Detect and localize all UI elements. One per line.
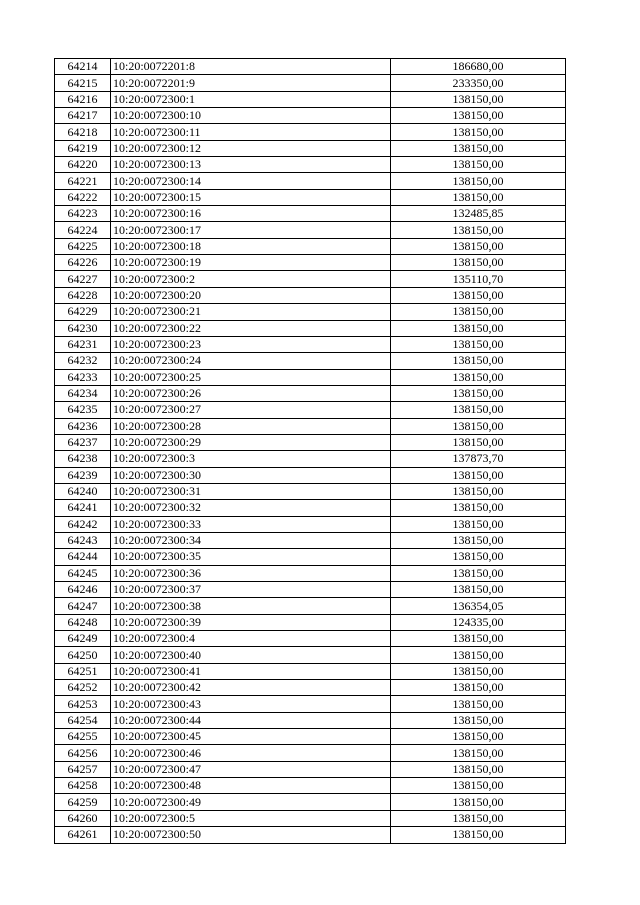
table-row (55, 336, 566, 352)
cadastral-number-cell: 10:20:0072300:35 (111, 549, 391, 565)
cadastral-number-cell: 10:20:0072300:36 (111, 565, 391, 581)
row-number-cell: 64233 (55, 369, 111, 385)
table-row (55, 222, 566, 238)
row-number-cell: 64234 (55, 385, 111, 401)
row-number-cell: 64235 (55, 402, 111, 418)
row-number-cell: 64247 (55, 598, 111, 614)
value-cell: 138150,00 (391, 827, 566, 843)
value-cell: 124335,00 (391, 614, 566, 630)
table-row (55, 680, 566, 696)
table-row (55, 304, 566, 320)
value-cell: 138150,00 (391, 761, 566, 777)
table-row (55, 385, 566, 401)
row-number-cell: 64246 (55, 582, 111, 598)
value-cell: 138150,00 (391, 157, 566, 173)
row-number-cell: 64260 (55, 810, 111, 826)
cadastral-number-cell: 10:20:0072300:28 (111, 418, 391, 434)
cadastral-number-cell: 10:20:0072300:43 (111, 696, 391, 712)
value-cell: 138150,00 (391, 124, 566, 140)
table-row (55, 778, 566, 794)
cadastral-number-cell: 10:20:0072300:45 (111, 729, 391, 745)
value-cell: 138150,00 (391, 467, 566, 483)
cadastral-number-cell: 10:20:0072300:25 (111, 369, 391, 385)
value-cell: 136354,05 (391, 598, 566, 614)
value-cell: 138150,00 (391, 402, 566, 418)
row-number-cell: 64255 (55, 729, 111, 745)
value-cell: 186680,00 (391, 59, 566, 75)
cadastral-number-cell: 10:20:0072300:26 (111, 385, 391, 401)
cadastral-number-cell: 10:20:0072300:47 (111, 761, 391, 777)
value-cell: 138150,00 (391, 287, 566, 303)
table-row (55, 500, 566, 516)
table-row (55, 124, 566, 140)
value-cell: 138150,00 (391, 794, 566, 810)
value-cell: 138150,00 (391, 810, 566, 826)
table-row (55, 712, 566, 728)
row-number-cell: 64237 (55, 434, 111, 450)
value-cell: 138150,00 (391, 696, 566, 712)
cadastral-number-cell: 10:20:0072300:48 (111, 778, 391, 794)
row-number-cell: 64261 (55, 827, 111, 843)
value-cell: 138150,00 (391, 516, 566, 532)
row-number-cell: 64223 (55, 206, 111, 222)
table-row (55, 353, 566, 369)
cadastral-number-cell: 10:20:0072300:16 (111, 206, 391, 222)
row-number-cell: 64242 (55, 516, 111, 532)
value-cell: 138150,00 (391, 582, 566, 598)
row-number-cell: 64249 (55, 631, 111, 647)
table-row (55, 451, 566, 467)
table-row (55, 810, 566, 826)
row-number-cell: 64252 (55, 680, 111, 696)
row-number-cell: 64219 (55, 140, 111, 156)
row-number-cell: 64230 (55, 320, 111, 336)
table-row (55, 140, 566, 156)
row-number-cell: 64236 (55, 418, 111, 434)
row-number-cell: 64226 (55, 255, 111, 271)
row-number-cell: 64225 (55, 238, 111, 254)
cadastral-number-cell: 10:20:0072300:12 (111, 140, 391, 156)
value-cell: 138150,00 (391, 369, 566, 385)
row-number-cell: 64227 (55, 271, 111, 287)
row-number-cell: 64228 (55, 287, 111, 303)
table-row (55, 287, 566, 303)
row-number-cell: 64254 (55, 712, 111, 728)
table-row (55, 173, 566, 189)
value-cell: 132485,85 (391, 206, 566, 222)
row-number-cell: 64250 (55, 647, 111, 663)
row-number-cell: 64245 (55, 565, 111, 581)
cadastral-number-cell: 10:20:0072300:29 (111, 434, 391, 450)
value-cell: 138150,00 (391, 663, 566, 679)
row-number-cell: 64224 (55, 222, 111, 238)
cadastral-number-cell: 10:20:0072300:24 (111, 353, 391, 369)
cadastral-number-cell: 10:20:0072300:49 (111, 794, 391, 810)
cadastral-number-cell: 10:20:0072201:9 (111, 75, 391, 91)
row-number-cell: 64220 (55, 157, 111, 173)
cadastral-number-cell: 10:20:0072300:42 (111, 680, 391, 696)
value-cell: 138150,00 (391, 532, 566, 548)
cadastral-number-cell: 10:20:0072300:3 (111, 451, 391, 467)
value-cell: 138150,00 (391, 729, 566, 745)
value-cell: 138150,00 (391, 173, 566, 189)
table-row (55, 549, 566, 565)
row-number-cell: 64243 (55, 532, 111, 548)
value-cell: 138150,00 (391, 353, 566, 369)
table-row (55, 631, 566, 647)
cadastral-number-cell: 10:20:0072300:32 (111, 500, 391, 516)
table-row (55, 255, 566, 271)
table-row (55, 745, 566, 761)
table-row (55, 59, 566, 75)
table-row (55, 238, 566, 254)
table-row (55, 761, 566, 777)
table-row (55, 598, 566, 614)
value-cell: 138150,00 (391, 189, 566, 205)
table-row (55, 157, 566, 173)
cadastral-number-cell: 10:20:0072300:30 (111, 467, 391, 483)
row-number-cell: 64217 (55, 108, 111, 124)
value-cell: 138150,00 (391, 108, 566, 124)
table-row (55, 434, 566, 450)
row-number-cell: 64221 (55, 173, 111, 189)
table-row (55, 516, 566, 532)
cadastral-number-cell: 10:20:0072300:2 (111, 271, 391, 287)
value-cell: 138150,00 (391, 418, 566, 434)
row-number-cell: 64214 (55, 59, 111, 75)
value-cell: 138150,00 (391, 385, 566, 401)
value-cell: 138150,00 (391, 647, 566, 663)
cadastral-number-cell: 10:20:0072300:14 (111, 173, 391, 189)
cadastral-number-cell: 10:20:0072300:5 (111, 810, 391, 826)
row-number-cell: 64218 (55, 124, 111, 140)
value-cell: 138150,00 (391, 745, 566, 761)
cadastral-number-cell: 10:20:0072300:22 (111, 320, 391, 336)
row-number-cell: 64215 (55, 75, 111, 91)
cadastral-number-cell: 10:20:0072300:11 (111, 124, 391, 140)
cadastral-number-cell: 10:20:0072300:31 (111, 483, 391, 499)
value-cell: 138150,00 (391, 565, 566, 581)
table-row (55, 91, 566, 107)
cadastral-number-cell: 10:20:0072300:13 (111, 157, 391, 173)
row-number-cell: 64222 (55, 189, 111, 205)
table-row (55, 565, 566, 581)
cadastral-number-cell: 10:20:0072300:37 (111, 582, 391, 598)
cadastral-number-cell: 10:20:0072300:1 (111, 91, 391, 107)
cadastral-number-cell: 10:20:0072300:23 (111, 336, 391, 352)
value-cell: 138150,00 (391, 336, 566, 352)
value-cell: 138150,00 (391, 238, 566, 254)
row-number-cell: 64251 (55, 663, 111, 679)
table-row (55, 794, 566, 810)
cadastral-number-cell: 10:20:0072300:4 (111, 631, 391, 647)
value-cell: 138150,00 (391, 255, 566, 271)
row-number-cell: 64257 (55, 761, 111, 777)
table-row (55, 206, 566, 222)
table-body (55, 59, 566, 844)
cadastral-number-cell: 10:20:0072300:20 (111, 287, 391, 303)
cadastral-number-cell: 10:20:0072300:10 (111, 108, 391, 124)
value-cell: 135110,70 (391, 271, 566, 287)
value-cell: 137873,70 (391, 451, 566, 467)
table-row (55, 467, 566, 483)
cadastral-number-cell: 10:20:0072300:18 (111, 238, 391, 254)
cadastral-number-cell: 10:20:0072300:50 (111, 827, 391, 843)
row-number-cell: 64240 (55, 483, 111, 499)
cadastral-number-cell: 10:20:0072300:46 (111, 745, 391, 761)
row-number-cell: 64231 (55, 336, 111, 352)
table-row (55, 108, 566, 124)
row-number-cell: 64259 (55, 794, 111, 810)
value-cell: 138150,00 (391, 304, 566, 320)
value-cell: 138150,00 (391, 434, 566, 450)
cadastral-number-cell: 10:20:0072300:33 (111, 516, 391, 532)
row-number-cell: 64216 (55, 91, 111, 107)
row-number-cell: 64253 (55, 696, 111, 712)
table-row (55, 483, 566, 499)
table-row (55, 369, 566, 385)
table-row (55, 647, 566, 663)
cadastral-number-cell: 10:20:0072300:17 (111, 222, 391, 238)
cadastral-number-cell: 10:20:0072300:21 (111, 304, 391, 320)
table-row (55, 827, 566, 843)
row-number-cell: 64248 (55, 614, 111, 630)
row-number-cell: 64229 (55, 304, 111, 320)
table-row (55, 418, 566, 434)
row-number-cell: 64232 (55, 353, 111, 369)
value-cell: 138150,00 (391, 140, 566, 156)
value-cell: 138150,00 (391, 778, 566, 794)
table-row (55, 402, 566, 418)
cadastral-number-cell: 10:20:0072300:40 (111, 647, 391, 663)
value-cell: 138150,00 (391, 483, 566, 499)
row-number-cell: 64256 (55, 745, 111, 761)
row-number-cell: 64244 (55, 549, 111, 565)
table-row (55, 614, 566, 630)
table-row (55, 729, 566, 745)
value-cell: 138150,00 (391, 222, 566, 238)
table-row (55, 320, 566, 336)
cadastral-number-cell: 10:20:0072300:39 (111, 614, 391, 630)
cadastral-number-cell: 10:20:0072300:44 (111, 712, 391, 728)
value-cell: 138150,00 (391, 549, 566, 565)
row-number-cell: 64238 (55, 451, 111, 467)
cadastral-number-cell: 10:20:0072300:15 (111, 189, 391, 205)
table-row (55, 189, 566, 205)
table-row (55, 271, 566, 287)
value-cell: 138150,00 (391, 91, 566, 107)
value-cell: 138150,00 (391, 500, 566, 516)
table-row (55, 532, 566, 548)
table-row (55, 75, 566, 91)
row-number-cell: 64239 (55, 467, 111, 483)
cadastral-number-cell: 10:20:0072300:34 (111, 532, 391, 548)
value-cell: 138150,00 (391, 631, 566, 647)
value-cell: 138150,00 (391, 320, 566, 336)
cadastral-number-cell: 10:20:0072300:38 (111, 598, 391, 614)
table-row (55, 582, 566, 598)
value-cell: 138150,00 (391, 680, 566, 696)
row-number-cell: 64258 (55, 778, 111, 794)
cadastral-number-cell: 10:20:0072300:19 (111, 255, 391, 271)
row-number-cell: 64241 (55, 500, 111, 516)
cadastral-number-cell: 10:20:0072300:41 (111, 663, 391, 679)
table-row (55, 663, 566, 679)
cadastral-value-table (54, 58, 566, 844)
cadastral-number-cell: 10:20:0072300:27 (111, 402, 391, 418)
value-cell: 233350,00 (391, 75, 566, 91)
cadastral-number-cell: 10:20:0072201:8 (111, 59, 391, 75)
table-row (55, 696, 566, 712)
value-cell: 138150,00 (391, 712, 566, 728)
